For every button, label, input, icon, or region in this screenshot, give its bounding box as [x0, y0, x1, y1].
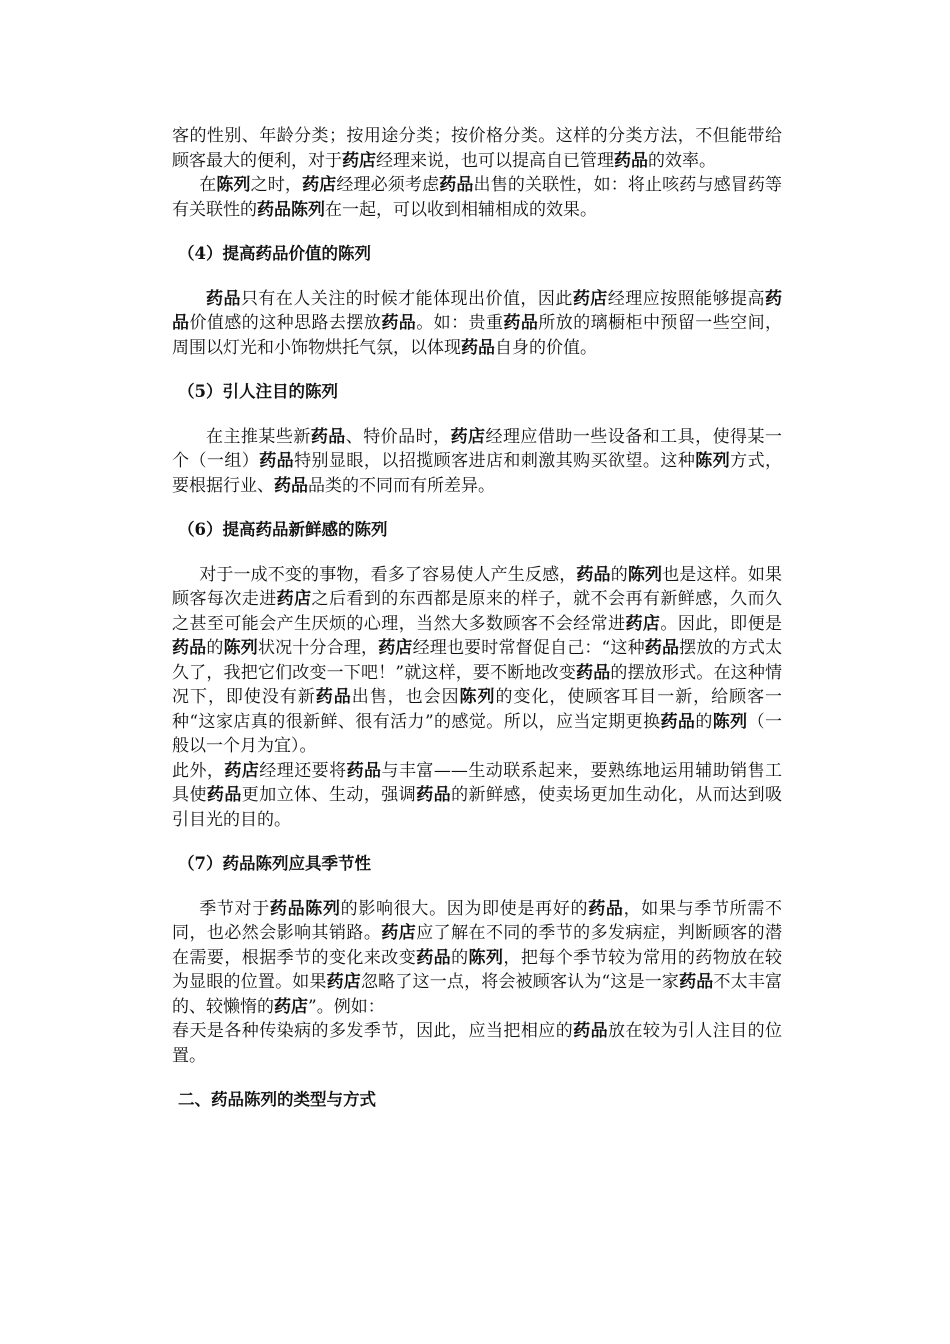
text-run: 只有在人关注的时候才能体现出价值，因此 — [240, 288, 573, 309]
keyword-bold: 药店 — [381, 923, 417, 943]
text-run: 的效率。 — [648, 150, 716, 171]
text-run: 对于一成不变的事物，看多了容易使人产生反感， — [199, 564, 577, 585]
keyword-bold: 药店 — [625, 613, 661, 634]
keyword-bold: 药品 — [315, 687, 352, 707]
text-run: 的 — [610, 564, 628, 585]
text-run: 自身的价值。 — [495, 337, 597, 358]
section-heading: （5）引人注目的陈列 — [178, 382, 338, 401]
text-run: 特别显眼，以招揽顾客进店和刺激其购买欲望。这种 — [294, 451, 696, 471]
text-run: 之时， — [250, 175, 303, 195]
spacer — [172, 222, 782, 242]
section-heading: （6）提高药品新鲜感的陈列 — [178, 520, 388, 539]
keyword-bold: 药店 — [342, 150, 376, 171]
keyword-bold: 药品 — [588, 898, 624, 919]
text-run: 也是这样。如果顾客每次走进 — [172, 564, 783, 609]
keyword-bold: 药品 — [573, 1021, 609, 1041]
keyword-bold: 陈列 — [216, 175, 251, 195]
paragraph — [172, 897, 782, 1020]
paragraph — [172, 563, 782, 759]
keyword-bold: 药品 — [644, 638, 680, 658]
spacer — [172, 360, 782, 380]
keyword-bold: 药店 — [302, 175, 337, 195]
text-run: ，如果与季节所需不同，也必然会影响其销路。 — [172, 898, 783, 943]
keyword-bold: 药品 — [679, 972, 714, 992]
keyword-bold: 药品 — [439, 175, 474, 195]
keyword-bold: 药品 — [576, 564, 611, 585]
text-run: 与丰富——生动联系起来，要熟练地运用辅助销售工具使 — [172, 760, 783, 805]
keyword-bold: 药店 — [572, 288, 608, 309]
text-run: 。因此，即便是 — [660, 613, 783, 634]
text-run: 更加立体、生动，强调 — [241, 785, 417, 805]
spacer — [172, 877, 782, 897]
text-run: 经理来说，也可以提高自已管理 — [376, 150, 614, 171]
text-run: ，把每个季节较为常用的药物放在较为显眼的位置。如果 — [172, 947, 783, 992]
text-run: 经理也要时常督促自己：“这种 — [412, 638, 645, 658]
text-run: 状况十分合理， — [257, 638, 379, 658]
text-run: 所放的璃橱柜中预留一些空间，周围以灯光和小饰物烘托气氛，以体现 — [172, 313, 783, 358]
paragraph — [172, 287, 782, 361]
keyword-bold: 药品陈列 — [269, 898, 341, 919]
keyword-bold: 药店 — [450, 426, 486, 447]
text-run: 在一起，可以收到相辅相成的效果。 — [325, 199, 597, 220]
section-heading: （7）药品陈列应具季节性 — [178, 854, 371, 873]
keyword-bold: 药品 — [259, 451, 295, 471]
text-run: 春天是各种传染病的多发季节，因此，应当把相应的 — [172, 1021, 574, 1041]
keyword-bold: 药店 — [274, 996, 308, 1017]
spacer — [172, 267, 782, 287]
text-run: 之后看到的东西都是原来的样子，就不会再有新鲜感，久而久之甚至可能会产生厌烦的心理，当然大多数顾客不会经常进 — [172, 589, 783, 634]
document-page — [172, 124, 782, 1113]
keyword-bold: 药品 — [172, 288, 782, 333]
text-run: 经理应借助一些设备和工具，使得某一个（一组） — [172, 426, 782, 471]
text-run: 忽略了这一点，将会被顾客认为“这是一家 — [361, 972, 680, 992]
text-run: 应了解在不同的季节的多发病症，判断顾客的潜在需要，根据季节的变化来改变 — [172, 923, 783, 968]
keyword-bold: 药品 — [614, 150, 648, 171]
section-heading: （4）提高药品价值的陈列 — [178, 244, 371, 263]
text-run: 出售的关联性，如：将止咳药与感冒药等有关联性的 — [172, 175, 783, 220]
text-run: 放在较为引人注目的位置。 — [172, 1021, 783, 1066]
text-run: 在 — [199, 175, 217, 195]
keyword-bold: 药品 — [576, 662, 611, 683]
paragraph — [172, 759, 782, 833]
text-run: 经理必须考虑 — [336, 175, 440, 195]
spacer — [172, 405, 782, 425]
text-run: 的 — [695, 711, 713, 732]
text-run: 的摆放形式。在这种情况下，即使没有新 — [172, 662, 783, 707]
text-run: 、特价品时， — [345, 426, 451, 447]
keyword-bold: 药店 — [326, 972, 361, 992]
keyword-bold: 药品 — [346, 760, 382, 781]
text-run: 摆放的方式太久了，我把它们改变一下吧！”就这样，要不断地改变 — [172, 638, 783, 683]
paragraph — [172, 425, 782, 499]
text-run: 品类的不同而有所差异。 — [308, 475, 495, 496]
keyword-bold: 药店 — [224, 760, 260, 781]
section-heading: 二、药品陈列的类型与方式 — [178, 1090, 376, 1109]
text-run: 的变化，使顾客耳目一新，给顾客一种“这家店真的很新鲜、很有活力”的感觉。所以，应当定期更换 — [172, 687, 783, 732]
text-run: 的新鲜感，使卖场更加生动化，从而达到吸引目光的目的。 — [172, 785, 783, 830]
text-run: （一般以一个月为宜）。 — [172, 711, 783, 756]
text-run: 经理应按照能够提高 — [607, 288, 765, 309]
keyword-bold: 药品 — [274, 475, 308, 496]
keyword-bold: 陈列 — [695, 451, 731, 471]
keyword-bold: 陈列 — [223, 638, 258, 658]
text-run: 方式，要根据行业、 — [172, 451, 783, 496]
text-run: 的 — [206, 638, 224, 658]
keyword-bold: 陈列 — [712, 711, 748, 732]
keyword-bold: 药品 — [310, 426, 346, 447]
paragraph — [172, 173, 782, 222]
text-run: 不太丰富的、较懒惰的 — [172, 972, 783, 1017]
keyword-bold: 陈列 — [468, 947, 504, 968]
text-run: 在主推某些新 — [206, 426, 311, 447]
keyword-bold: 药品 — [206, 288, 241, 309]
text-run: 此外， — [172, 760, 225, 781]
keyword-bold: 药品 — [381, 313, 417, 333]
keyword-bold: 药品 — [660, 711, 696, 732]
spacer — [172, 498, 782, 518]
text-run: 的影响很大。因为即使是再好的 — [340, 898, 589, 919]
paragraph — [172, 124, 782, 173]
text-run: 季节对于 — [199, 898, 270, 919]
keyword-bold: 药店 — [276, 589, 312, 609]
spacer — [172, 832, 782, 852]
spacer — [172, 1068, 782, 1088]
text-run: 出售，也会因 — [351, 687, 460, 707]
text-run: 的 — [451, 947, 469, 968]
text-run: 。如：贵重 — [416, 313, 504, 333]
keyword-bold: 陈列 — [459, 687, 496, 707]
keyword-bold: 药品 — [172, 638, 207, 658]
spacer — [172, 543, 782, 563]
keyword-bold: 药品陈列 — [257, 199, 325, 220]
text-run: 客的性别、年龄分类；按用途分类；按价格分类。这样的分类方法，不但能带给顾客最大的便利，对于 — [172, 126, 782, 171]
text-run: ”。例如： — [308, 996, 385, 1017]
keyword-bold: 药店 — [378, 638, 413, 658]
paragraph — [172, 1019, 782, 1068]
keyword-bold: 药品 — [416, 785, 452, 805]
keyword-bold: 药品 — [503, 313, 539, 333]
keyword-bold: 药品 — [461, 337, 495, 358]
keyword-bold: 药品 — [206, 785, 242, 805]
text-run: 价值感的这种思路去摆放 — [189, 313, 382, 333]
keyword-bold: 药品 — [416, 947, 452, 968]
keyword-bold: 陈列 — [627, 564, 663, 585]
text-run: 经理还要将 — [259, 760, 347, 781]
